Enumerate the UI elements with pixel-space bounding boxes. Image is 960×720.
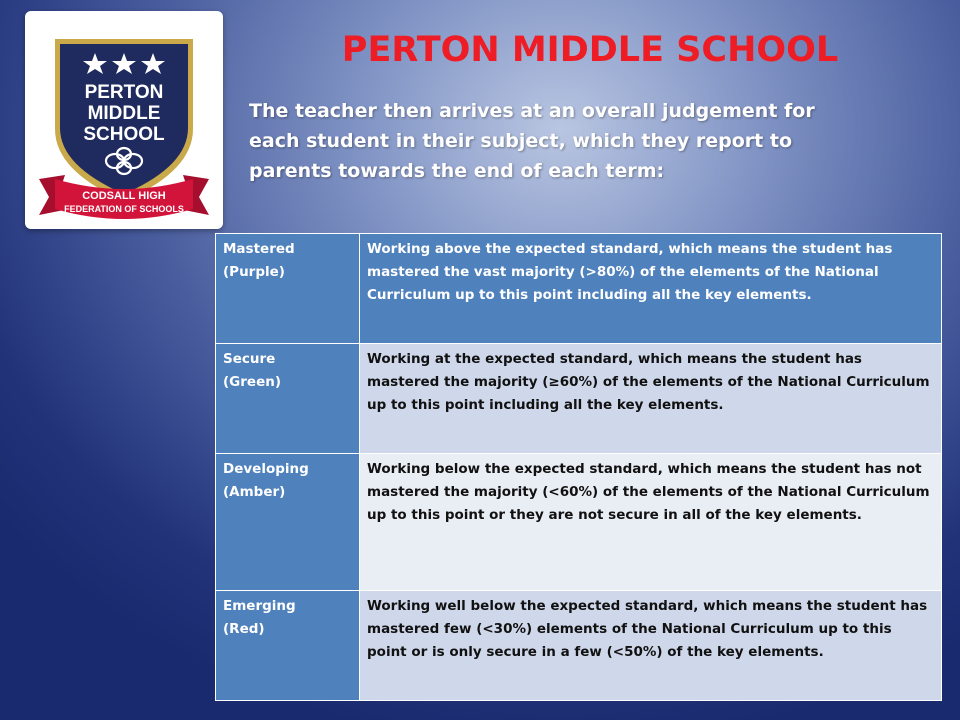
level-name: Secure — [223, 351, 276, 367]
school-crest-image — [25, 11, 223, 229]
school-logo — [25, 11, 223, 229]
level-color-label: (Amber) — [223, 484, 286, 500]
table-row — [216, 591, 942, 701]
level-name: Emerging — [223, 598, 296, 614]
logo-text-line3: SCHOOL — [83, 124, 165, 145]
level-color-label: (Purple) — [223, 264, 285, 280]
logo-text-line1: PERTON — [84, 82, 164, 103]
level-color-label: (Green) — [223, 374, 282, 390]
logo-text-line2: MIDDLE — [87, 103, 161, 124]
level-name: Developing — [223, 461, 309, 477]
level-cell — [216, 454, 360, 591]
level-name: Mastered — [223, 241, 295, 257]
level-cell — [216, 591, 360, 701]
judgement-levels-table — [215, 233, 942, 701]
level-description: Working at the expected standard, which means the student has mastered the majority (≥60%) of the elements of the National Curriculum up to this point including all the key elements. — [360, 344, 942, 454]
level-description: Working above the expected standard, which means the student has mastered the vast majority (>80%) of the elements of the National Curriculum up to this point including all the key elements. — [360, 234, 942, 344]
table-row — [216, 454, 942, 591]
level-description: Working below the expected standard, which means the student has not mastered the majority (<60%) of the elements of the National Curriculum up to this point or they are not secure in all of the key elements. — [360, 454, 942, 591]
level-description: Working well below the expected standard, which means the student has mastered few (<30%) elements of the National Curriculum up to this point or is only secure in a few (<50%) of the key elements. — [360, 591, 942, 701]
intro-text: The teacher then arrives at an overall judgement for each student in their subject, which they report to parents towards the end of each term: — [249, 100, 815, 182]
level-cell — [216, 234, 360, 344]
page-title: PERTON MIDDLE SCHOOL — [341, 30, 839, 70]
ribbon-text-line2: FEDERATION OF SCHOOLS — [64, 204, 184, 214]
table-row — [216, 344, 942, 454]
ribbon-text-line1: CODSALL HIGH — [82, 190, 166, 202]
table-row — [216, 234, 942, 344]
level-color-label: (Red) — [223, 621, 265, 637]
level-cell — [216, 344, 360, 454]
